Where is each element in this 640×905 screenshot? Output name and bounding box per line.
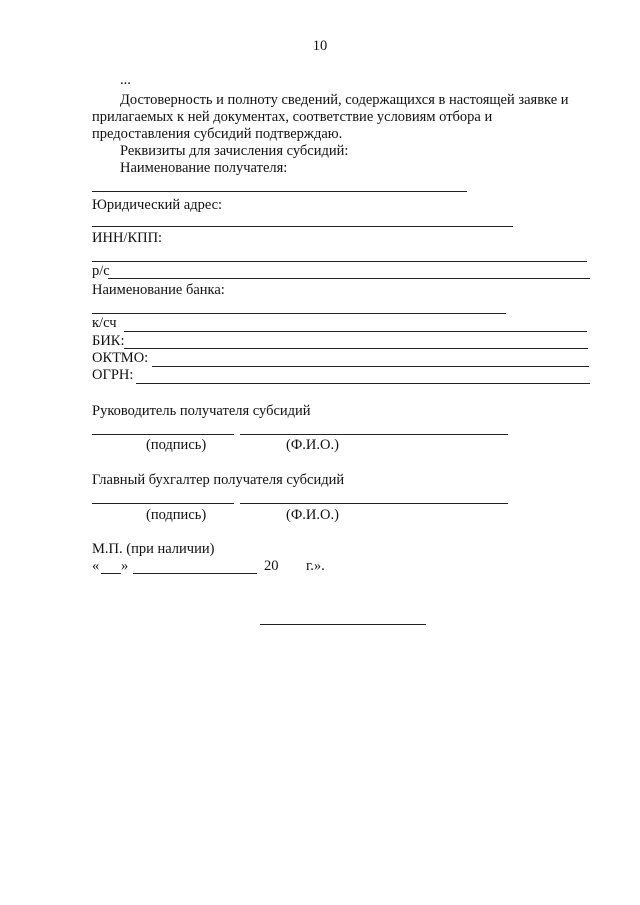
statement-line-3: предоставления субсидий подтверждаю.: [92, 126, 343, 142]
accountant-fio-caption: (Ф.И.О.): [286, 507, 339, 523]
details-heading: Реквизиты для зачисления субсидий:: [120, 143, 349, 159]
bank-name-line[interactable]: [92, 313, 506, 314]
statement-line-1: Достоверность и полноту сведений, содержащихся в настоящей заявке и: [120, 92, 569, 108]
bank-name-label: Наименование банка:: [92, 282, 225, 298]
page-number: 10: [312, 38, 328, 54]
oktmo-line[interactable]: [152, 366, 589, 367]
account-line[interactable]: [108, 278, 590, 279]
bik-line[interactable]: [124, 348, 588, 349]
corr-account-label: к/сч: [92, 315, 117, 331]
recipient-name-label: Наименование получателя:: [120, 160, 288, 176]
head-signature-line[interactable]: [92, 434, 234, 435]
head-title: Руководитель получателя субсидий: [92, 403, 311, 419]
recipient-name-line[interactable]: [92, 191, 467, 192]
bik-label: БИК:: [92, 333, 125, 349]
head-fio-line[interactable]: [240, 434, 508, 435]
seal-label: М.П. (при наличии): [92, 541, 215, 557]
head-signature-caption: (подпись): [146, 437, 207, 453]
accountant-signature-caption: (подпись): [146, 507, 207, 523]
ogrn-label: ОГРН:: [92, 367, 134, 383]
ellipsis: ...: [120, 72, 131, 88]
page-end-divider: [260, 624, 426, 625]
legal-address-line[interactable]: [92, 226, 513, 227]
legal-address-label: Юридический адрес:: [92, 197, 223, 213]
statement-line-2: прилагаемых к ней документах, соответствие условиям отбора и: [92, 109, 493, 125]
accountant-signature-line[interactable]: [92, 503, 234, 504]
oktmo-label: ОКТМО:: [92, 350, 149, 366]
accountant-title: Главный бухгалтер получателя субсидий: [92, 472, 345, 488]
date-month-line[interactable]: [133, 573, 257, 574]
date-year-suffix: г.».: [306, 558, 325, 574]
date-year-prefix: 20: [264, 558, 279, 574]
account-label: р/с: [92, 263, 110, 279]
accountant-fio-line[interactable]: [240, 503, 508, 504]
date-open-quote: «: [92, 558, 100, 574]
ogrn-line[interactable]: [136, 383, 590, 384]
inn-kpp-line[interactable]: [92, 261, 587, 262]
head-fio-caption: (Ф.И.О.): [286, 437, 339, 453]
corr-account-line[interactable]: [124, 331, 587, 332]
inn-kpp-label: ИНН/КПП:: [92, 230, 163, 246]
date-close-quote: »: [121, 558, 129, 574]
date-day-line[interactable]: [101, 573, 121, 574]
